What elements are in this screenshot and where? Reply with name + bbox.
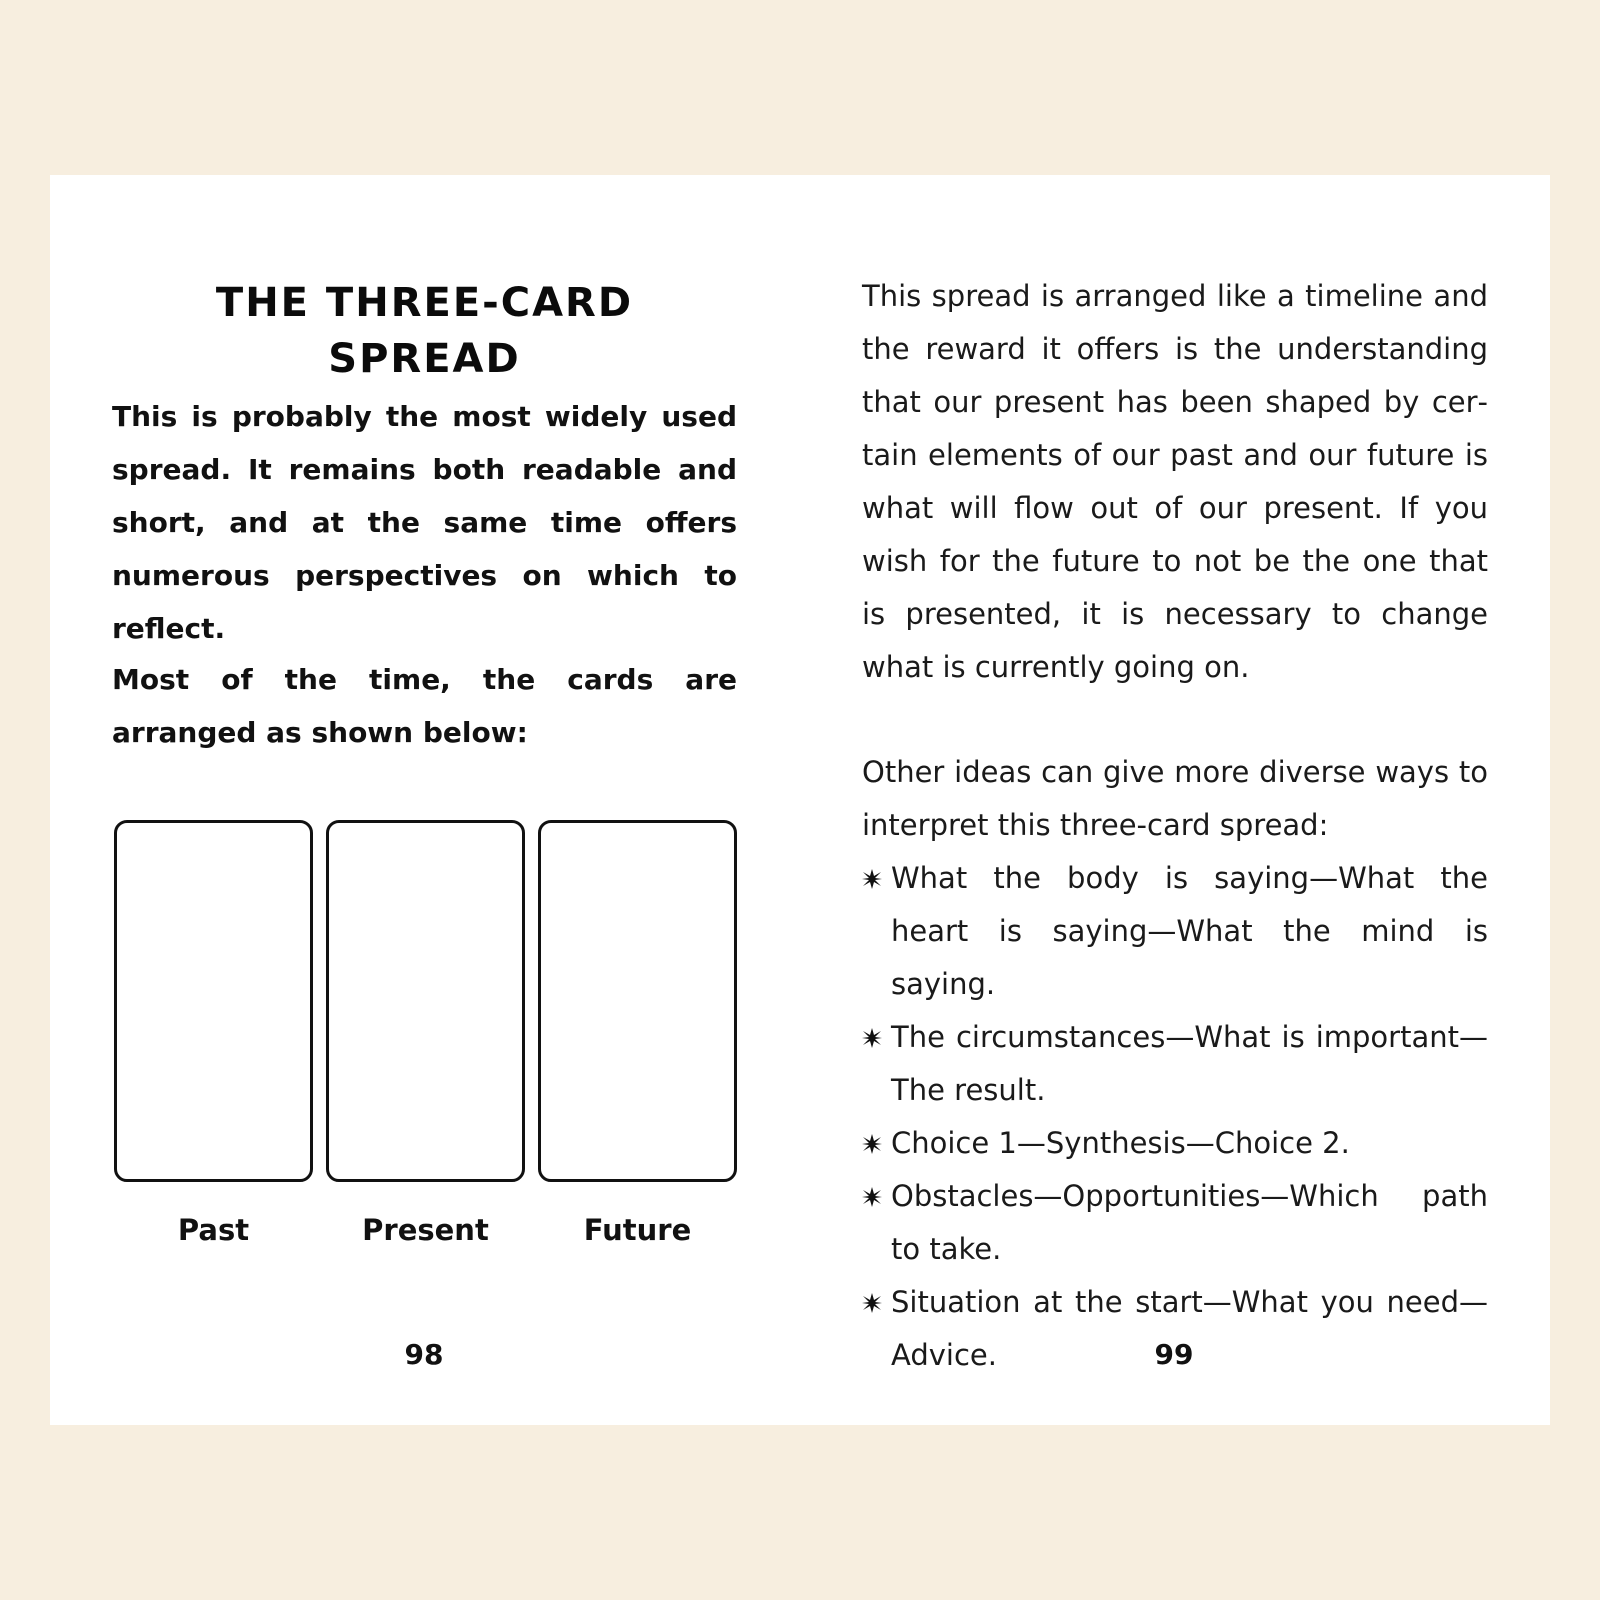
page-title: THE THREE-CARD SPREAD: [215, 280, 634, 382]
list-item: [862, 852, 1488, 1011]
card-diagram: [114, 820, 738, 1182]
arrangement-paragraph: Most of the time, the cards are arranged as shown below:: [112, 663, 737, 749]
card-label-past: Past: [177, 1213, 250, 1247]
idea-text: The circumstances—What is important—The result.: [891, 1020, 1488, 1107]
other-ideas-paragraph: Other ideas can give more diverse ways to interpret this three-card spread:: [862, 755, 1488, 842]
card-outline-present: [326, 820, 525, 1182]
star-bullet-icon: [862, 1117, 886, 1170]
idea-text: Obstacles—Opportunities—Which path to take.: [891, 1179, 1488, 1266]
card-label-future: Future: [583, 1213, 692, 1247]
card-outline-future: [538, 820, 737, 1182]
timeline-paragraph: This spread is arranged like a timeline and the reward it offers is the understanding that our present has been shaped by certain elements of our past and our future is what will flow out of our present. If you wish for the future to not be the one that is presented, it is necessary to change what is currently going on.: [862, 279, 1488, 684]
star-bullet-icon: [862, 1011, 886, 1064]
list-item: [862, 1170, 1488, 1276]
idea-text: Choice 1—Synthesis—Choice 2.: [891, 1126, 1350, 1160]
ideas-list: [862, 852, 1488, 1382]
card-outline-past: [114, 820, 313, 1182]
star-bullet-icon: [862, 1170, 886, 1223]
card-label-present: Present: [362, 1213, 489, 1247]
list-item: [862, 1011, 1488, 1117]
book-spread: [50, 175, 1550, 1425]
star-bullet-icon: [862, 852, 886, 905]
page-number-right: 99: [1154, 1338, 1194, 1371]
star-bullet-icon: [862, 1276, 886, 1329]
list-item: [862, 1117, 1488, 1170]
idea-text: Situation at the start—What you need—Advice.: [891, 1285, 1488, 1372]
page-number-left: 98: [404, 1338, 444, 1371]
intro-paragraph: This is probably the most widely used spread. It remains both readable and short, and at the same time offers numerous perspectives on which to reflect.: [112, 400, 737, 645]
idea-text: What the body is saying—What the heart is saying—What the mind is saying.: [891, 861, 1488, 1001]
